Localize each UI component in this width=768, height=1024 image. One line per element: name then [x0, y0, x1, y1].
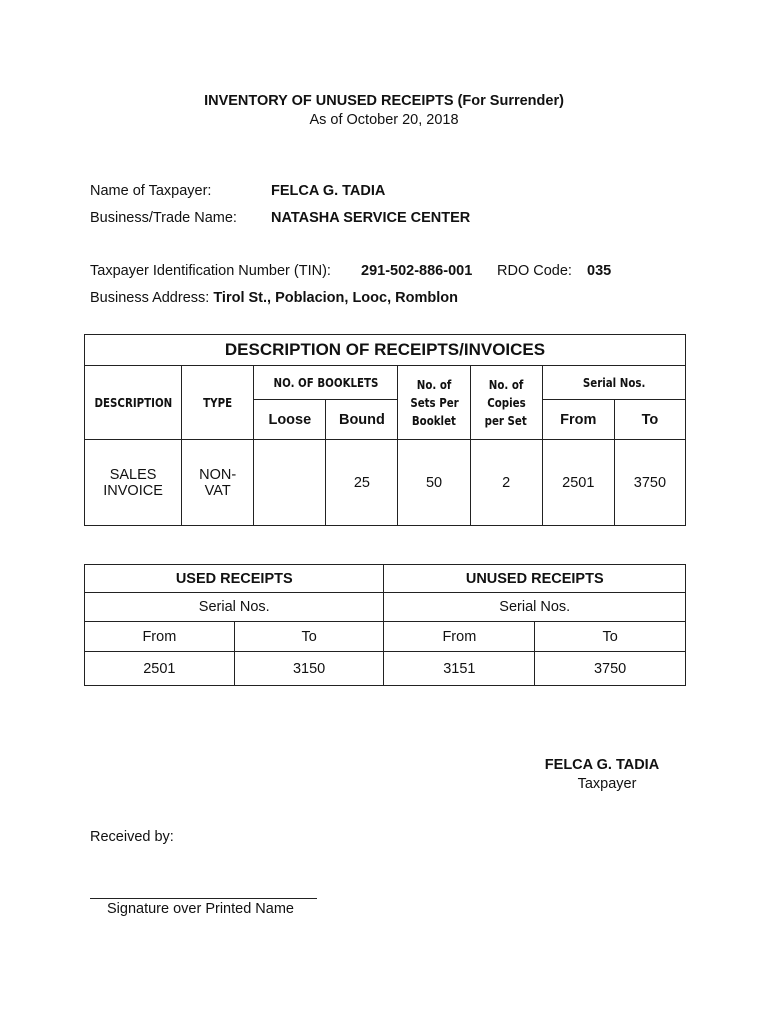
taxpayer-name-value: FELCA G. TADIA [271, 183, 386, 199]
used-to-value: 3150 [234, 652, 384, 686]
taxpayer-name-label: Name of Taxpayer: [90, 183, 212, 199]
used-serial-label: Serial Nos. [85, 593, 384, 622]
col-type-header: TYPE [182, 366, 254, 440]
unused-receipts-header: UNUSED RECEIPTS [384, 565, 686, 593]
cell-bound: 25 [326, 440, 398, 526]
taxpayer-signature-name: FELCA G. TADIA [544, 757, 660, 773]
business-address [90, 290, 458, 306]
used-to-label: To [234, 622, 384, 652]
unused-from-label: From [384, 622, 535, 652]
document-title: INVENTORY OF UNUSED RECEIPTS (For Surrender) [204, 93, 564, 109]
tin-label: Taxpayer Identification Number (TIN): [90, 263, 331, 279]
col-bound-header: Bound [326, 400, 398, 440]
rdo-label: RDO Code: [497, 263, 572, 279]
signature-line [90, 898, 317, 899]
unused-from-value: 3151 [384, 652, 535, 686]
col-sets-header: No. of Sets Per Booklet [398, 366, 470, 440]
business-name-value: NATASHA SERVICE CENTER [271, 210, 471, 226]
address-label: Business Address: [90, 290, 210, 306]
col-booklets-header: NO. OF BOOKLETS [254, 366, 398, 400]
unused-serial-label: Serial Nos. [384, 593, 686, 622]
cell-from: 2501 [542, 440, 614, 526]
used-from-label: From [85, 622, 235, 652]
rdo-value: 035 [587, 263, 612, 279]
received-by-label: Received by: [90, 829, 174, 845]
cell-type: NON- VAT [182, 440, 254, 526]
col-loose-header: Loose [254, 400, 326, 440]
tin-value: 291-502-886-001 [361, 263, 473, 279]
signature-caption: Signature over Printed Name [107, 901, 294, 917]
used-receipts-header: USED RECEIPTS [85, 565, 384, 593]
table-row [85, 652, 686, 686]
unused-to-value: 3750 [535, 652, 686, 686]
cell-loose [254, 440, 326, 526]
unused-to-label: To [535, 622, 686, 652]
col-copies-header: No. of Copies per Set [470, 366, 542, 440]
table-row [85, 440, 686, 526]
cell-copies: 2 [470, 440, 542, 526]
used-from-value: 2501 [85, 652, 235, 686]
col-to-header: To [614, 400, 685, 440]
col-from-header: From [542, 400, 614, 440]
col-serial-header: Serial Nos. [542, 366, 685, 400]
usage-table [84, 564, 686, 686]
col-description-header: DESCRIPTION [85, 366, 182, 440]
receipts-table-title: DESCRIPTION OF RECEIPTS/INVOICES [85, 335, 686, 366]
business-name-label: Business/Trade Name: [90, 210, 237, 226]
taxpayer-role: Taxpayer [577, 776, 637, 792]
document-date: As of October 20, 2018 [309, 112, 459, 128]
receipts-table [84, 334, 686, 526]
address-value: Tirol St., Poblacion, Looc, Romblon [213, 290, 458, 306]
cell-to: 3750 [614, 440, 685, 526]
cell-description: SALES INVOICE [85, 440, 182, 526]
cell-sets: 50 [398, 440, 470, 526]
